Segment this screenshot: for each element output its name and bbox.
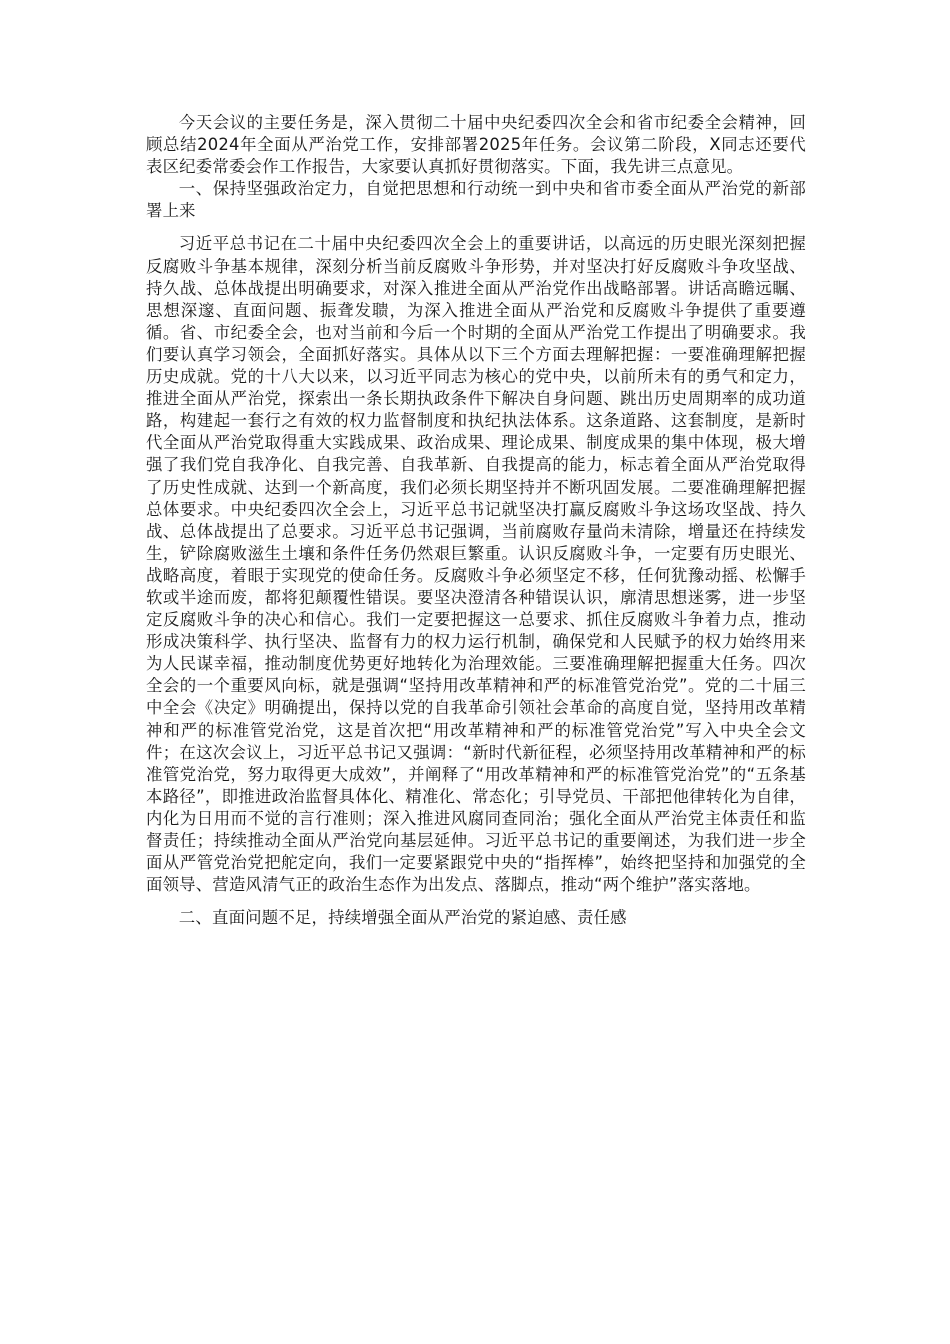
section-one-body-paragraph: 习近平总书记在二十届中央纪委四次全会上的重要讲话，以高远的历史眼光深刻把握反腐败斗争基本规律，深刻分析当前反腐败斗争形势，并对坚决打好反腐败斗争攻坚战、持久战、总体战提出明确要求，对深入推进全面从严治党作出战略部署。讲话高瞻远瞩、思想深邃、直面问题、振聋发聩，为深入推进全面从严治党和反腐败斗争提供了重要遵循。省、市纪委全会，也对当前和今后一个时期的全面从严治党工作提出了明确要求。我们要认真学习领会，全面抓好落实。具体从以下三个方面去理解把握：一要准确理解把握历史成就。党的十八大以来，以习近平同志为核心的党中央，以前所未有的勇气和定力，推进全面从严治党，探索出一条长期执政条件下解决自身问题、跳出历史周期率的成功道路，构建起一套行之有效的权力监督制度和执纪执法体系。这条道路、这套制度，是新时代全面从严治党取得重大实践成果、政治成果、理论成果、制度成果的集中体现，极大增强了我们党自我净化、自我完善、自我革新、自我提高的能力，标志着全面从严治党取得了历史性成就、达到一个新高度，我们必须长期坚持并不断巩固发展。二要准确理解把握总体要求。中央纪委四次全会上，习近平总书记就坚决打赢反腐败斗争这场攻坚战、持久战、总体战提出了总要求。习近平总书记强调，当前腐败存量尚未清除，增量还在持续发生，铲除腐败滋生土壤和条件任务仍然艰巨繁重。认识反腐败斗争，一定要有历史眼光、战略高度，着眼于实现党的使命任务。反腐败斗争必须坚定不移，任何犹豫动摇、松懈手软或半途而废，都将犯颠覆性错误。要坚决澄清各种错误认识，廓清思想迷雾，进一步坚定反腐败斗争的决心和信心。我们一定要把握这一总要求、抓住反腐败斗争着力点，推动形成决策科学、执行坚决、监督有力的权力运行机制，确保党和人民赋予的权力始终用来为人民谋幸福，推动制度优势更好地转化为治理效能。三要准确理解把握重大任务。四次全会的一个重要风向标，就是强调“坚持用改革精神和严的标准管党治党”。党的二十届三中全会《决定》明确提出，保持以党的自我革命引领社会革命的高度自觉，坚持用改革精神和严的标准管党治党，这是首次把“用改革精神和严的标准管党治党”写入中央全会文件；在这次会议上，习近平总书记又强调：“新时代新征程，必须坚持用改革精神和严的标准管党治党，努力取得更大成效”，并阐释了“用改革精神和严的标准管党治党”的“五条基本路径”，即推进政治监督具体化、精准化、常态化；引导党员、干部把他律转化为自律，内化为日用而不觉的言行准则；深入推进风腐同查同治；强化全面从严治党主体责任和监督责任；持续推动全面从严治党向基层延伸。习近平总书记的重要阐述，为我们进一步全面从严管党治党把舵定向，我们一定要紧跟党中央的“指挥棒”，始终把坚持和加强党的全面领导、营造风清气正的政治生态作为出发点、落脚点，推动“两个维护”落实落地。: [146, 234, 806, 895]
section-one-heading: 一、保持坚强政治定力，自觉把思想和行动统一到中央和省市委全面从严治党的新部署上来: [146, 179, 806, 221]
intro-paragraph: 今天会议的主要任务是，深入贯彻二十届中央纪委四次全会和省市纪委全会精神，回顾总结2024年全面从严治党工作，安排部署2025年任务。会议第二阶段，X同志还要代表区纪委常委会作工作报告，大家要认真抓好贯彻落实。下面，我先讲三点意见。: [146, 113, 806, 177]
section-two-heading: 二、直面问题不足，持续增强全面从严治党的紧迫感、责任感: [178, 908, 627, 928]
document-page: [146, 112, 806, 929]
